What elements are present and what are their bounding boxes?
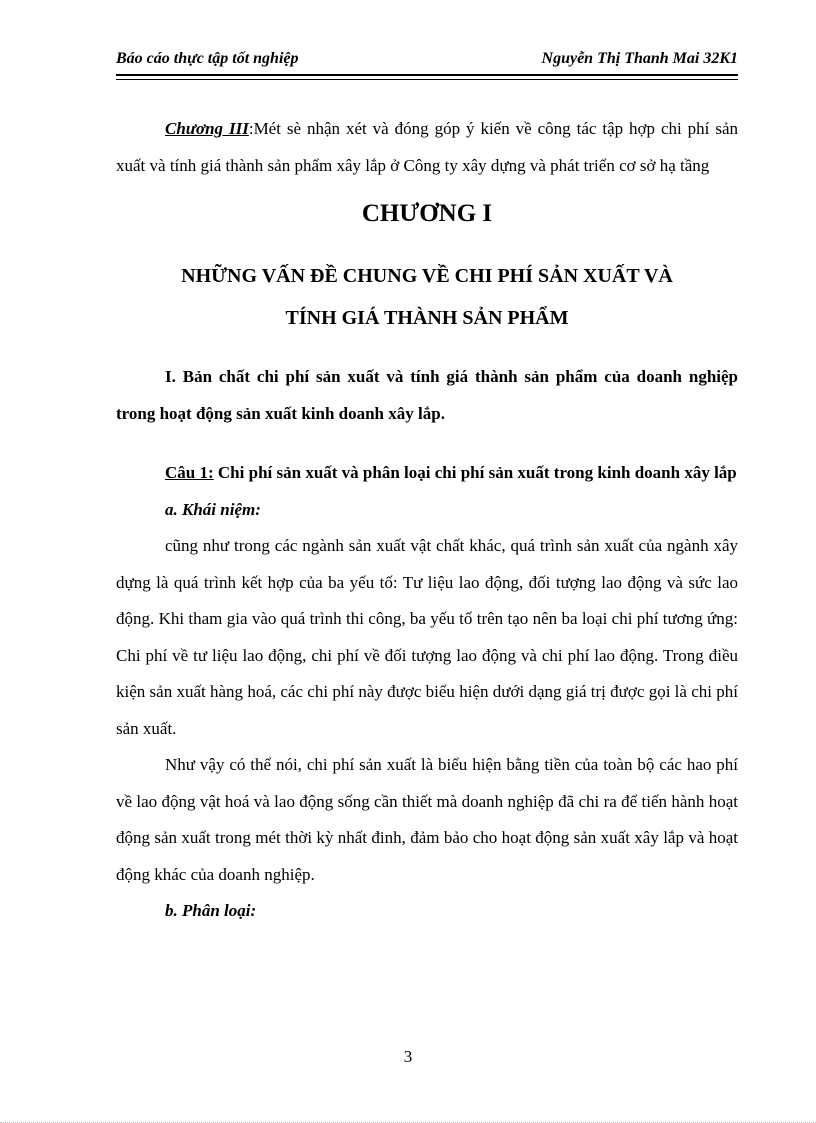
intro-text: :Mét sè nhận xét và đóng góp ý kiến về công tác tập hợp chi phí sản xuất và tính giá thành sản phẩm xây lắp ở Công ty xây dựng và phát triển cơ sở hạ tầng <box>116 119 738 175</box>
chapter-subtitle <box>116 255 738 339</box>
question-text: Chi phí sản xuất và phân loại chi phí sản xuất trong kinh doanh xây lắp <box>213 463 737 482</box>
chapter-subtitle-line-2: TÍNH GIÁ THÀNH SẢN PHẨM <box>285 307 569 329</box>
intro-paragraph <box>116 111 738 184</box>
header-rule-thick <box>116 74 738 76</box>
header-report-title: Báo cáo thực tập tốt nghiệp <box>116 50 299 67</box>
page-number: 3 <box>403 1047 413 1066</box>
chapter-subtitle-line-1: NHỮNG VẤN ĐỀ CHUNG VỀ CHI PHÍ SẢN XUẤT VÀ <box>181 265 673 287</box>
classification-heading: b. Phân loại: <box>165 901 257 920</box>
section-heading: I. Bản chất chi phí sản xuất và tính giá thành sản phẩm của doanh nghiệp trong hoạt động sản xuất kinh doanh xây lắp. <box>116 367 738 423</box>
header-rule-thin <box>116 79 738 80</box>
chapter-title: CHƯƠNG I <box>361 200 493 227</box>
concept-paragraph-1: cũng như trong các ngành sản xuất vật chất khác, quá trình sản xuất của ngành xây dựng là quá trình kết hợp của ba yếu tố: Tư liệu lao động, đối tượng lao động và sức lao động. Khi tham gia vào quá trình thi công, ba yếu tố trên tạo nên ba loại chi phí tương ứng: Chi phí về tư liệu lao động, chi phí về đối tượng lao động và chi phí lao động. Trong điều kiện sản xuất hàng hoá, các chi phí này được biểu hiện dưới dạng giá trị được gọi là chi phí sản xuất. <box>116 536 738 738</box>
header-author: Nguyễn Thị Thanh Mai 32K1 <box>541 50 738 67</box>
concept-paragraph-2: Như vậy có thể nói, chi phí sản xuất là biểu hiện bằng tiền của toàn bộ các hao phí về lao động vật hoá và lao động sống cần thiết mà doanh nghiệp đã chi ra để tiến hành hoạt động sản xuất trong mét thời kỳ nhất đinh, đảm bảo cho hoạt động sản xuất xây lắp và hoạt động khác của doanh nghiệp. <box>116 755 738 884</box>
concept-heading: a. Khái niệm: <box>165 499 261 519</box>
page-header <box>116 50 738 72</box>
page-body <box>116 111 738 930</box>
question-heading <box>116 455 738 492</box>
question-label: Câu 1: <box>165 463 214 482</box>
chapter-three-label: Chương III <box>165 119 249 138</box>
